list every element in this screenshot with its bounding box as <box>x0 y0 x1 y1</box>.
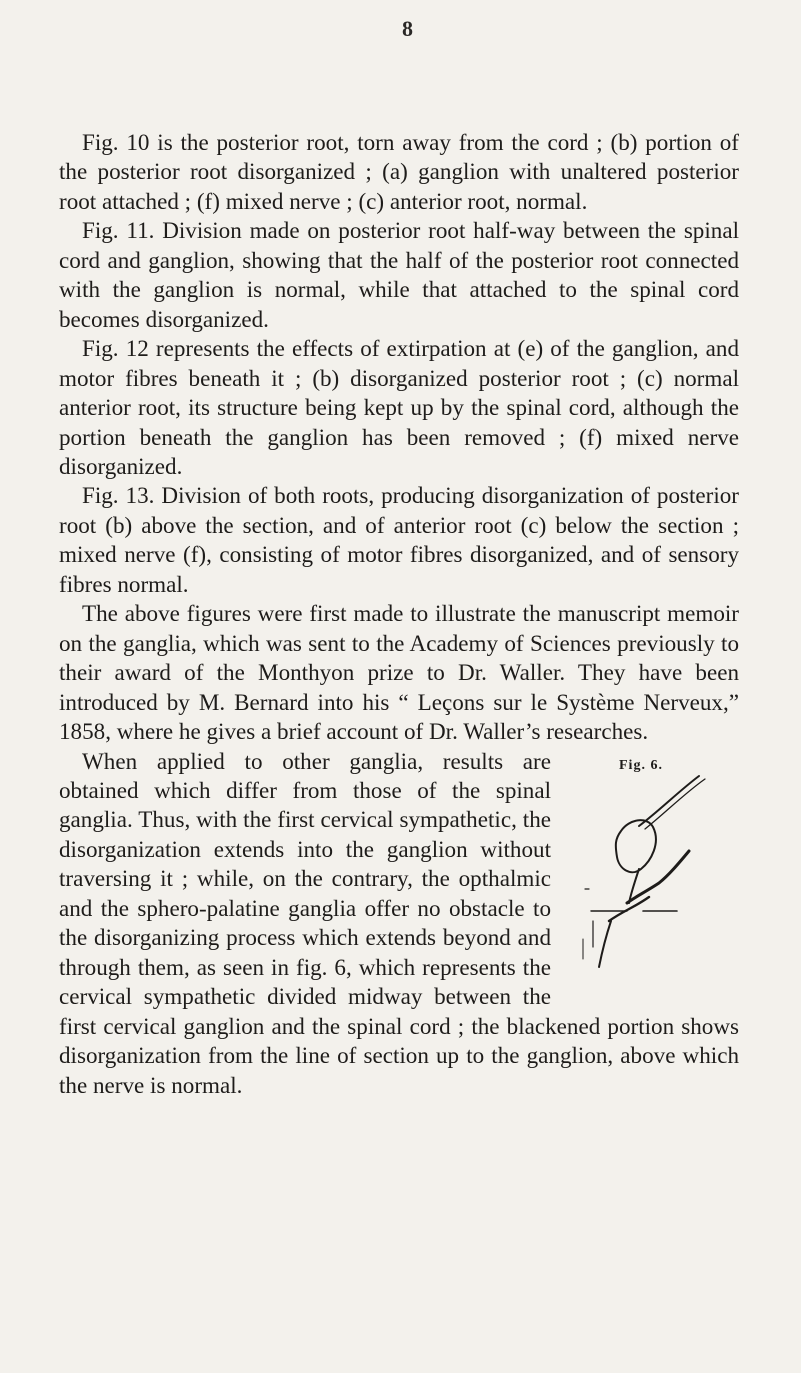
paragraph-fig-11: Fig. 11. Division made on posterior root half-way between the spinal cord and ganglion, showing that the half of the posterior root connected with the ganglion is normal, while that attached to the spinal cord becomes disorganized. <box>59 217 739 332</box>
figure-6 <box>569 751 739 991</box>
body-text <box>59 128 739 1100</box>
page-number: 8 <box>402 16 413 41</box>
ganglion-diagram <box>569 771 729 971</box>
figure-6-label: Fig. 6. <box>619 757 663 773</box>
paragraph-fig-12: Fig. 12 represents the effects of extirpation at (e) of the ganglion, and motor fibres beneath it ; (b) disorganized posterior root ; (c) normal anterior root, its structure being kept up by the spinal cord, although the portion beneath the ganglion has been removed ; (f) mixed nerve disorganized. <box>59 335 739 479</box>
paragraph-other-ganglia: When applied to other ganglia, results are obtained which differ from those of the spinal ganglia. Thus, with the first cervical sympathetic, the disorganization extends into the ganglion without traversing it ; while, on the contrary, the opthalmic and the sphero-palatine ganglia offer no obstacle to the disorganizing process which extends beyond and through them, as seen in fig. 6, which represents the cervical sympathetic divided midway between the first cervical ganglion and the spinal cord ; the blackened portion shows disorganization from the line of section up to the ganglion, above which the nerve is normal. <box>59 747 739 1098</box>
paragraph-fig-10: Fig. 10 is the posterior root, torn away from the cord ; (b) portion of the posterior root disorganized ; (a) ganglion with unaltered posterior root attached ; (f) mixed nerve ; (c) anterior root, normal. <box>59 129 739 214</box>
paragraph-fig-13: Fig. 13. Division of both roots, producing disorganization of posterior root (b) above the section, and of anterior root (c) below the section ; mixed nerve (f), consisting of motor fibres disorganized, and of sensory fibres normal. <box>59 482 739 597</box>
paragraph-history: The above figures were first made to illustrate the manuscript memoir on the ganglia, which was sent to the Academy of Sciences previously to their award of the Monthyon prize to Dr. Waller. They have been introduced by M. Bernard into his “ Leçons sur le Système Nerveux,” 1858, where he gives a brief account of Dr. Waller’s researches. <box>59 600 739 745</box>
